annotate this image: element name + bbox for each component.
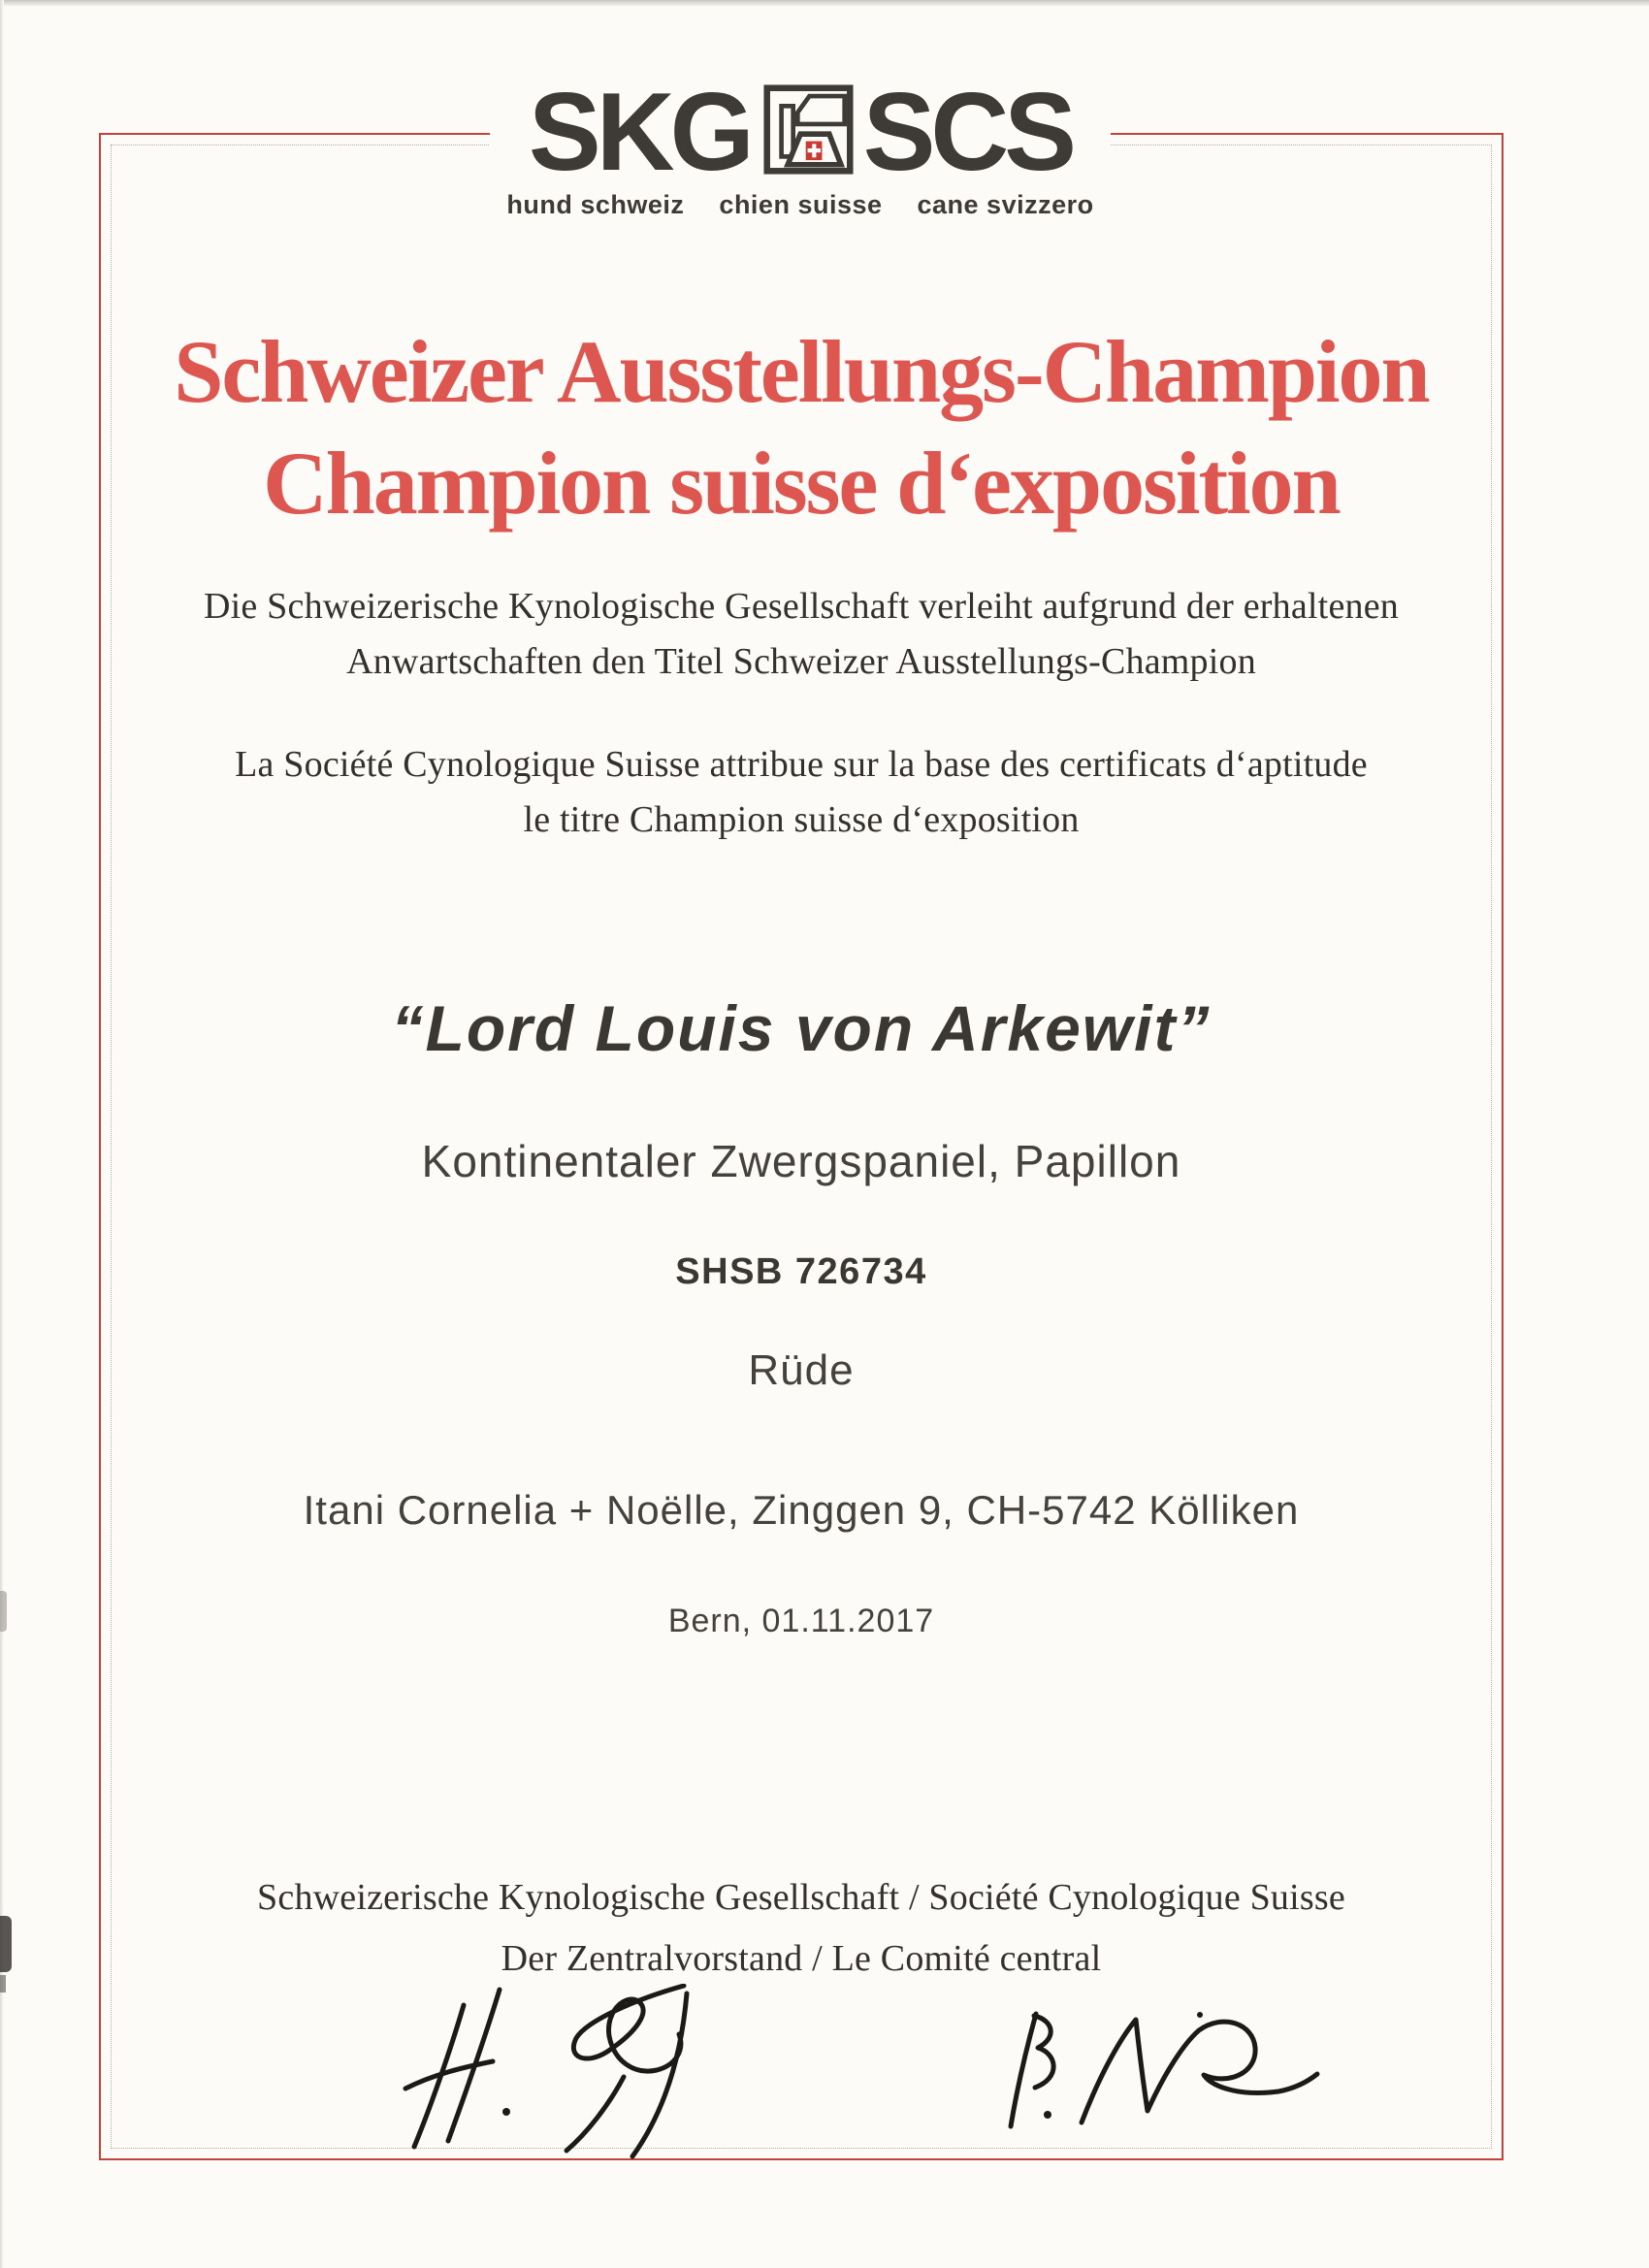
logo-row: [529, 69, 1072, 194]
logo-tagline-german: hund schweiz: [506, 190, 685, 219]
owner-address: Itani Cornelia + Noëlle, Zinggen 9, CH-5742 Kölliken: [303, 1487, 1300, 1533]
certificate-title-german: Schweizer Ausstellungs-Champion: [174, 322, 1429, 421]
issuing-board: Der Zentralvorstand / Le Comité central: [501, 1938, 1102, 1979]
place-and-date: Bern, 01.11.2017: [667, 1603, 935, 1639]
dog-breed: Kontinentaler Zwergspaniel, Papillon: [421, 1136, 1181, 1186]
intro-german-line1: Die Schweizerische Kynologische Gesellschaft verleiht aufgrund der erhaltenen: [204, 586, 1399, 627]
certificate-title-french: Champion suisse d‘exposition: [263, 434, 1340, 533]
logo-acronym-skg: SKG: [529, 69, 750, 194]
skg-scs-logo: [490, 69, 1111, 238]
signature-right: [999, 1998, 1329, 2154]
logo-acronym-scs: SCS: [862, 69, 1072, 194]
dog-sex: Rüde: [748, 1346, 855, 1394]
scan-edge-shadow-top: [0, 0, 1649, 7]
studbook-number: SHSB 726734: [675, 1251, 927, 1292]
logo-tagline: [506, 190, 1093, 220]
logo-tagline-french: chien suisse: [719, 190, 883, 219]
scan-artifact: [0, 1916, 12, 1972]
scan-artifact: [0, 1591, 7, 1632]
intro-french-line1: La Société Cynologique Suisse attribue sur la base des certificats d‘aptitude: [235, 744, 1368, 785]
skg-dog-kennel-logo-icon: [763, 84, 854, 179]
scan-artifact: [0, 1975, 6, 1993]
intro-french-line2: le titre Champion suisse d‘exposition: [523, 799, 1080, 840]
intro-german-line2: Anwartschaften den Titel Schweizer Ausstellungs-Champion: [346, 641, 1256, 682]
signature-left: [388, 1984, 873, 2163]
dog-name: “Lord Louis von Arkewit”: [391, 992, 1212, 1064]
issuing-organisation: Schweizerische Kynologische Gesellschaft / Société Cynologique Suisse: [257, 1877, 1345, 1918]
logo-tagline-italian: cane svizzero: [917, 190, 1094, 219]
